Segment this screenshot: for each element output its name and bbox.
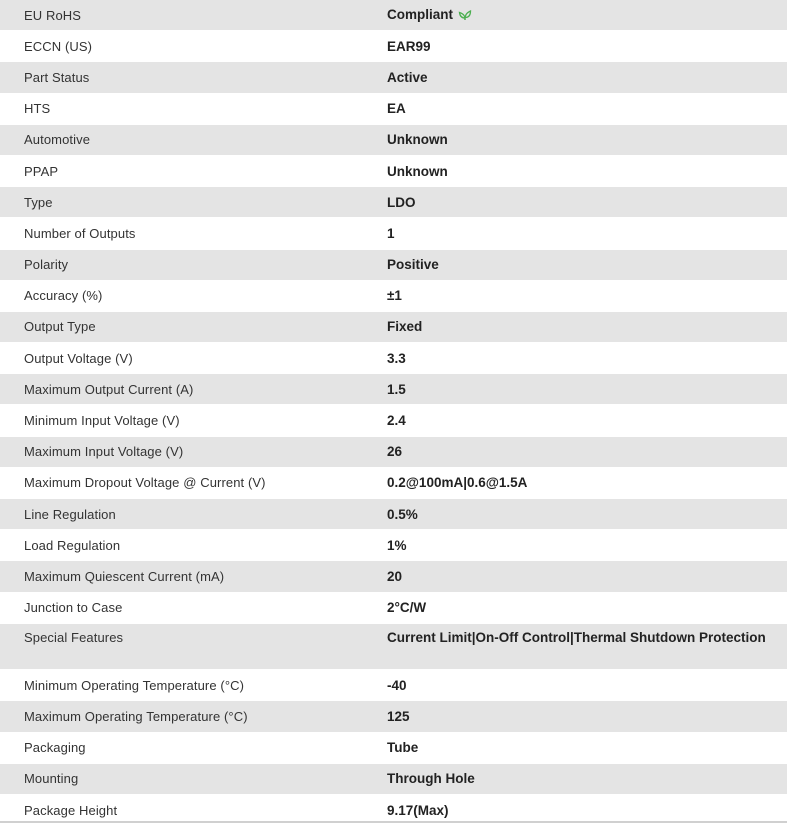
spec-value-cell bbox=[387, 351, 787, 366]
spec-row-output-type bbox=[0, 312, 787, 343]
spec-row-mounting bbox=[0, 764, 787, 795]
spec-value-cell bbox=[387, 569, 787, 584]
spec-value: 1.5 bbox=[387, 381, 406, 397]
spec-label: Mounting bbox=[24, 771, 79, 787]
spec-value: Unknown bbox=[387, 132, 448, 148]
spec-label: Maximum Input Voltage (V) bbox=[24, 444, 184, 460]
spec-value: Compliant bbox=[387, 6, 453, 22]
spec-label: Output Type bbox=[24, 319, 96, 335]
spec-row-max-input-voltage bbox=[0, 437, 787, 468]
spec-row-ppap bbox=[0, 156, 787, 187]
spec-value-cell bbox=[387, 538, 787, 553]
spec-value-cell bbox=[387, 630, 787, 645]
spec-row-automotive bbox=[0, 125, 787, 156]
spec-label: Output Voltage (V) bbox=[24, 350, 133, 366]
spec-label: Maximum Output Current (A) bbox=[24, 381, 194, 397]
spec-label: Minimum Input Voltage (V) bbox=[24, 413, 180, 429]
spec-row-load-regulation bbox=[0, 530, 787, 561]
spec-label: Automotive bbox=[24, 132, 91, 148]
spec-label: Type bbox=[24, 194, 53, 210]
spec-row-max-dropout-voltage bbox=[0, 468, 787, 499]
spec-value: Unknown bbox=[387, 163, 448, 179]
spec-row-max-operating-temp bbox=[0, 701, 787, 732]
spec-row-type bbox=[0, 187, 787, 218]
spec-row-packaging bbox=[0, 733, 787, 764]
spec-value-cell bbox=[387, 319, 787, 334]
spec-value-cell bbox=[387, 600, 787, 615]
spec-row-max-quiescent-current bbox=[0, 561, 787, 592]
spec-row-max-output-current bbox=[0, 374, 787, 405]
spec-value-cell bbox=[387, 475, 787, 490]
spec-value-cell bbox=[387, 132, 787, 147]
spec-value-cell bbox=[387, 7, 787, 24]
spec-label: EU RoHS bbox=[24, 7, 82, 23]
spec-row-part-status bbox=[0, 62, 787, 93]
spec-label: Minimum Operating Temperature (°C) bbox=[24, 677, 245, 693]
spec-value: Active bbox=[387, 69, 428, 85]
spec-label: Polarity bbox=[24, 257, 69, 273]
spec-label: Junction to Case bbox=[24, 600, 123, 616]
spec-label: Maximum Dropout Voltage @ Current (V) bbox=[24, 475, 266, 491]
spec-value-cell bbox=[387, 382, 787, 397]
spec-value-cell bbox=[387, 164, 787, 179]
spec-label: Accuracy (%) bbox=[24, 288, 103, 304]
spec-value: 0.2@100mA|0.6@1.5A bbox=[387, 475, 528, 491]
spec-value: 125 bbox=[387, 709, 410, 725]
spec-row-eu-rohs bbox=[0, 0, 787, 31]
spec-label: Part Status bbox=[24, 69, 90, 85]
spec-label: Maximum Quiescent Current (mA) bbox=[24, 568, 225, 584]
spec-label: Number of Outputs bbox=[24, 225, 136, 241]
spec-row-accuracy bbox=[0, 281, 787, 312]
spec-row-line-regulation bbox=[0, 499, 787, 530]
spec-row-hts bbox=[0, 94, 787, 125]
spec-value-cell bbox=[387, 444, 787, 459]
spec-label: Load Regulation bbox=[24, 537, 121, 553]
spec-row-min-operating-temp bbox=[0, 670, 787, 701]
spec-value: 20 bbox=[387, 568, 403, 584]
spec-value-cell bbox=[387, 101, 787, 116]
spec-value-cell bbox=[387, 507, 787, 522]
spec-value-cell bbox=[387, 226, 787, 241]
spec-row-special-features bbox=[0, 624, 787, 671]
spec-value: LDO bbox=[387, 194, 416, 210]
spec-value: 2°C/W bbox=[387, 600, 427, 616]
spec-label: ECCN (US) bbox=[24, 38, 93, 54]
spec-value: Positive bbox=[387, 257, 439, 273]
spec-value: EAR99 bbox=[387, 38, 431, 54]
spec-row-number-of-outputs bbox=[0, 218, 787, 249]
spec-value-cell bbox=[387, 803, 787, 818]
spec-value-cell bbox=[387, 740, 787, 755]
spec-label: Package Height bbox=[24, 802, 118, 818]
spec-value: Tube bbox=[387, 740, 419, 756]
spec-value-cell bbox=[387, 678, 787, 693]
spec-row-output-voltage bbox=[0, 343, 787, 374]
spec-value: 2.4 bbox=[387, 413, 406, 429]
spec-label: HTS bbox=[24, 101, 51, 117]
spec-value-cell bbox=[387, 70, 787, 85]
spec-value-cell bbox=[387, 257, 787, 272]
spec-value: ±1 bbox=[387, 288, 402, 304]
spec-value: 26 bbox=[387, 444, 403, 460]
spec-value-cell bbox=[387, 709, 787, 724]
spec-value-cell bbox=[387, 195, 787, 210]
spec-value-cell bbox=[387, 771, 787, 786]
spec-value: 9.17(Max) bbox=[387, 802, 449, 818]
spec-value: Through Hole bbox=[387, 771, 475, 787]
spec-label: PPAP bbox=[24, 163, 59, 179]
spec-row-eccn bbox=[0, 31, 787, 62]
spec-value: -40 bbox=[387, 677, 407, 693]
spec-value: 1% bbox=[387, 537, 407, 553]
spec-value: Current Limit|On-Off Control|Thermal Shutdown Protection bbox=[387, 629, 766, 645]
spec-label: Maximum Operating Temperature (°C) bbox=[24, 709, 248, 725]
spec-value-cell bbox=[387, 288, 787, 303]
spec-value: Fixed bbox=[387, 319, 423, 335]
spec-value: 3.3 bbox=[387, 350, 406, 366]
spec-value: 1 bbox=[387, 225, 395, 241]
spec-label: Packaging bbox=[24, 740, 86, 756]
spec-value: 0.5% bbox=[387, 506, 418, 522]
spec-row-junction-to-case bbox=[0, 593, 787, 624]
leaf-icon bbox=[458, 9, 472, 24]
spec-value: EA bbox=[387, 101, 406, 117]
spec-value-cell bbox=[387, 39, 787, 54]
spec-row-polarity bbox=[0, 250, 787, 281]
spec-value-cell bbox=[387, 413, 787, 428]
spec-label: Special Features bbox=[24, 629, 124, 645]
spec-row-min-input-voltage bbox=[0, 405, 787, 436]
spec-label: Line Regulation bbox=[24, 506, 116, 522]
